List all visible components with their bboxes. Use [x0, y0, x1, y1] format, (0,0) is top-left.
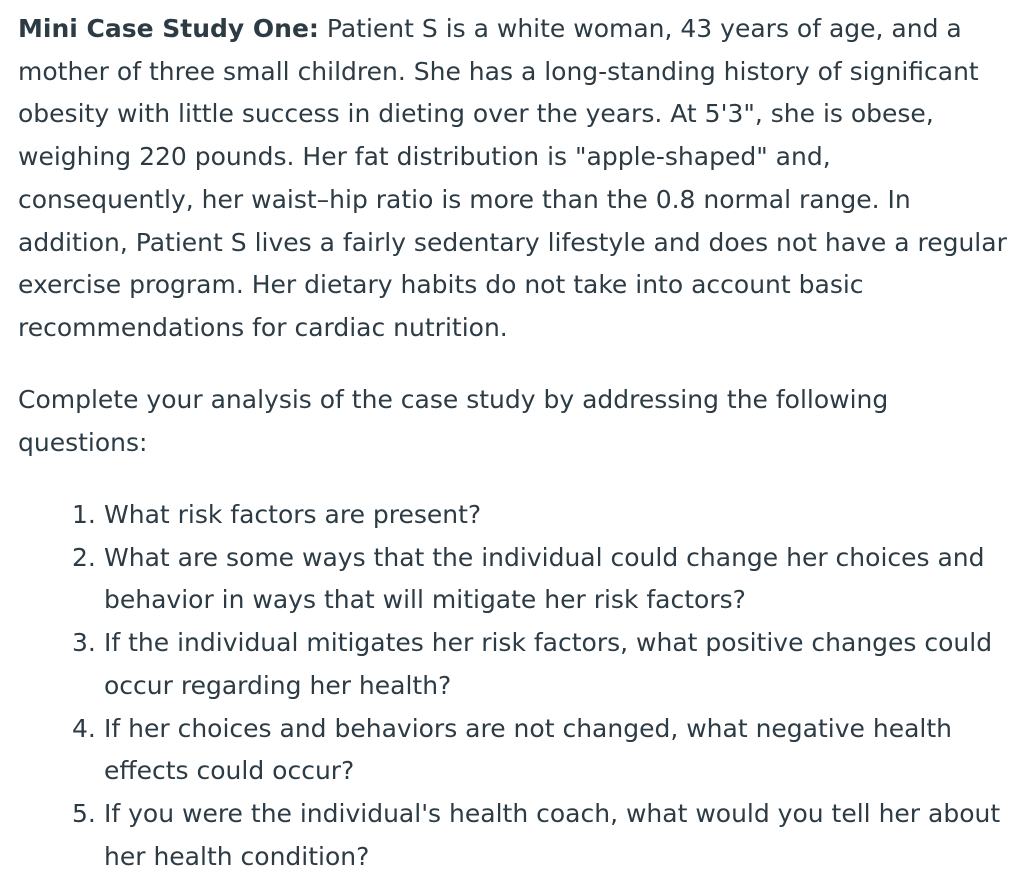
case-study-body: Patient S is a white woman, 43 years of age, and a mother of three small children. She has a long-standing history of significant obesity with little success in dieting over the years. At 5'3", she is obese, weighing 220 pounds. Her fat distribution is "apple-shaped" and, consequently, her waist–hip ratio is more than the 0.8 normal range. In addition, Patient S lives a fairly sedentary lifestyle and does not have a regular exercise program. Her dietary habits do not take into account basic recommendations for cardiac nutrition.: [18, 14, 1007, 342]
question-item: [0, 622, 1024, 707]
question-text: What are some ways that the individual could change her choices and behavior in ways that will mitigate her risk factors?: [104, 542, 985, 615]
question-number: 5.: [72, 798, 96, 828]
question-number: 3.: [72, 628, 96, 658]
question-text: If her choices and behaviors are not changed, what negative health effects could occur?: [104, 713, 952, 786]
question-text: If you were the individual's health coach, what would you tell her about her health condition?: [104, 798, 1001, 871]
questions-list: [0, 494, 1024, 878]
question-item: [0, 537, 1024, 622]
question-item: [0, 494, 1024, 537]
case-study-paragraph: [18, 8, 1013, 350]
question-number: 1.: [72, 500, 96, 529]
question-item: [0, 793, 1024, 878]
instructions-prompt: Complete your analysis of the case study by addressing the following questions:: [18, 385, 889, 457]
question-number: 4.: [72, 713, 96, 743]
question-number: 2.: [72, 542, 96, 572]
case-study-title: Mini Case Study One:: [18, 14, 319, 43]
question-text: If the individual mitigates her risk factors, what positive changes could occur regarding her health?: [104, 628, 993, 700]
question-text: What risk factors are present?: [104, 500, 482, 529]
question-item: [0, 708, 1024, 793]
